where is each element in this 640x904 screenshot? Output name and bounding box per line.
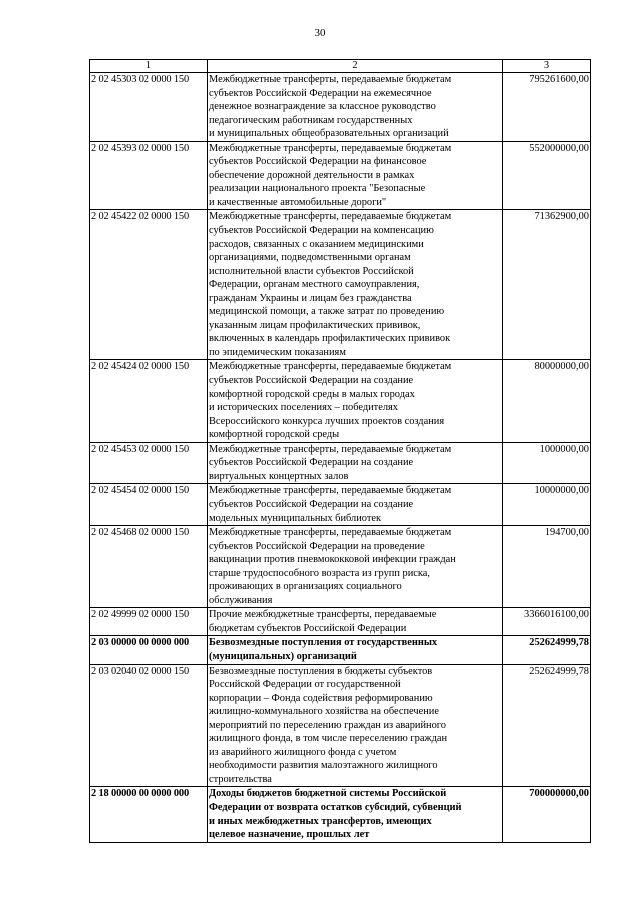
description-line: проживающих в организациях социального — [209, 581, 402, 593]
table-row — [90, 636, 591, 664]
amount: 1000000,00 — [503, 442, 591, 484]
table-row — [90, 526, 591, 608]
revenue-description — [208, 526, 503, 608]
table-row — [90, 787, 591, 842]
revenue-description — [208, 787, 503, 842]
page-number: 30 — [314, 27, 326, 39]
table-row — [90, 73, 591, 142]
amount: 80000000,00 — [503, 360, 591, 442]
table-row — [90, 484, 591, 526]
budget-code: 2 02 45303 02 0000 150 — [90, 73, 208, 142]
description-line: Межбюджетные трансферты, передаваемые бюджетам — [209, 211, 452, 223]
description-line: субъектов Российской Федерации на создание — [209, 375, 414, 387]
description-line: включенных в календарь профилактических прививок — [209, 333, 451, 345]
description-line: и иных межбюджетных трансфертов, имеющих — [209, 815, 432, 827]
amount: 194700,00 — [503, 526, 591, 608]
description-line: корпорации – Фонда содействия реформированию — [209, 692, 433, 704]
description-line: Межбюджетные трансферты, передаваемые бюджетам — [209, 74, 452, 85]
description-line: обслуживания — [209, 594, 273, 606]
description-line: комфортной городской среды в малых городах — [209, 388, 415, 400]
table-row — [90, 442, 591, 484]
amount: 795261600,00 — [503, 73, 591, 142]
description-line: и исторических поселениях – победителях — [209, 402, 398, 414]
description-line: обеспечение дорожной деятельности в рамках — [209, 169, 415, 181]
description-line: жилищно-коммунального хозяйства на обеспечение — [209, 706, 439, 718]
table-row — [90, 608, 591, 636]
budget-revenue-table — [89, 59, 591, 843]
description-line: расходов, связанных с оказанием медицинскими — [209, 238, 424, 250]
amount: 552000000,00 — [503, 141, 591, 210]
description-line: вакцинации против пневмококковой инфекции граждан — [209, 554, 456, 566]
revenue-description — [208, 141, 503, 210]
table-body — [90, 73, 591, 843]
revenue-description — [208, 636, 503, 664]
description-line: денежное вознаграждение за классное руководство — [209, 101, 436, 113]
amount: 3366016100,00 — [503, 608, 591, 636]
budget-code: 2 18 00000 00 0000 000 — [90, 787, 208, 842]
amount: 252624999,78 — [503, 664, 591, 787]
description-line: жилищного фонда, в том числе переселению граждан — [209, 733, 448, 745]
revenue-description — [208, 210, 503, 360]
description-line: Безвозмездные поступления в бюджеты субъектов — [209, 665, 433, 677]
description-line: Межбюджетные трансферты, передаваемые бюджетам — [209, 443, 452, 455]
description-line: Безвозмездные поступления от государственных — [209, 637, 438, 649]
description-line: субъектов Российской Федерации на создание — [209, 498, 414, 510]
table-row — [90, 210, 591, 360]
description-line: и муниципальных общеобразовательных организаций — [209, 128, 449, 140]
amount: 700000000,00 — [503, 787, 591, 842]
description-line: Доходы бюджетов бюджетной системы Российской — [209, 788, 447, 800]
description-line: Межбюджетные трансферты, передаваемые бюджетам — [209, 361, 452, 373]
revenue-description — [208, 608, 503, 636]
description-line: целевое назначение, прошлых лет — [209, 829, 370, 841]
description-line: модельных муниципальных библиотек — [209, 512, 382, 524]
description-line: Прочие межбюджетные трансферты, передаваемые — [209, 609, 437, 621]
budget-code: 2 02 45468 02 0000 150 — [90, 526, 208, 608]
column-header-3: 3 — [503, 60, 591, 73]
description-line: указанным лицам профилактических прививок, — [209, 319, 421, 331]
description-line: из аварийного жилищного фонда с учетом — [209, 746, 397, 758]
description-line: необходимости развития малоэтажного жилищного — [209, 760, 438, 772]
description-line: Межбюджетные трансферты, передаваемые бюджетам — [209, 142, 452, 154]
revenue-description — [208, 484, 503, 526]
table-row — [90, 360, 591, 442]
table-header-row — [90, 60, 591, 73]
revenue-description — [208, 442, 503, 484]
description-line: бюджетам субъектов Российской Федерации — [209, 622, 407, 634]
amount: 252624999,78 — [503, 636, 591, 664]
description-line: субъектов Российской Федерации на создание — [209, 457, 414, 469]
description-line: Всероссийского конкурса лучших проектов создания — [209, 415, 445, 427]
description-line: медицинской помощи, а также затрат по проведению — [209, 306, 445, 318]
description-line: комфортной городской среды — [209, 429, 340, 441]
revenue-description — [208, 73, 503, 142]
table-row — [90, 141, 591, 210]
budget-code: 2 03 02040 02 0000 150 — [90, 664, 208, 787]
description-line: гражданам Украины и лицам без гражданства — [209, 292, 412, 304]
description-line: Федерации от возврата остатков субсидий, субвенций — [209, 801, 462, 813]
description-line: мероприятий по переселению граждан из аварийного — [209, 719, 446, 731]
budget-code: 2 02 45422 02 0000 150 — [90, 210, 208, 360]
column-header-1: 1 — [90, 60, 208, 73]
budget-code: 2 02 45453 02 0000 150 — [90, 442, 208, 484]
description-line: Межбюджетные трансферты, передаваемые бюджетам — [209, 485, 452, 497]
budget-code: 2 02 45424 02 0000 150 — [90, 360, 208, 442]
description-line: исполнительной власти субъектов Российской — [209, 265, 414, 277]
table-row — [90, 664, 591, 787]
description-line: педагогическим работникам государственных — [209, 114, 413, 126]
description-line: и качественные автомобильные дороги" — [209, 196, 387, 208]
description-line: виртуальных концертных залов — [209, 470, 349, 482]
description-line: субъектов Российской Федерации на компенсацию — [209, 225, 434, 237]
description-line: Российской Федерации от государственной — [209, 679, 401, 691]
description-line: (муниципальных) организаций — [209, 650, 357, 662]
budget-code: 2 03 00000 00 0000 000 — [90, 636, 208, 664]
amount: 10000000,00 — [503, 484, 591, 526]
description-line: по эпидемическим показаниям — [209, 346, 346, 358]
description-line: Межбюджетные трансферты, передаваемые бюджетам — [209, 527, 452, 539]
budget-code: 2 02 45454 02 0000 150 — [90, 484, 208, 526]
description-line: Федерации, органам местного самоуправления, — [209, 279, 420, 291]
column-header-2: 2 — [208, 60, 503, 73]
description-line: реализации национального проекта "Безопасные — [209, 183, 426, 195]
description-line: субъектов Российской Федерации на ежемесячное — [209, 87, 432, 99]
description-line: субъектов Российской Федерации на финансовое — [209, 156, 427, 168]
amount: 71362900,00 — [503, 210, 591, 360]
description-line: субъектов Российской Федерации на проведение — [209, 540, 425, 552]
budget-code: 2 02 49999 02 0000 150 — [90, 608, 208, 636]
description-line: старше трудоспособного возраста из групп риска, — [209, 567, 430, 579]
description-line: строительства — [209, 773, 272, 785]
description-line: организациями, подведомственными органам — [209, 252, 411, 264]
budget-code: 2 02 45393 02 0000 150 — [90, 141, 208, 210]
revenue-description — [208, 360, 503, 442]
revenue-description — [208, 664, 503, 787]
